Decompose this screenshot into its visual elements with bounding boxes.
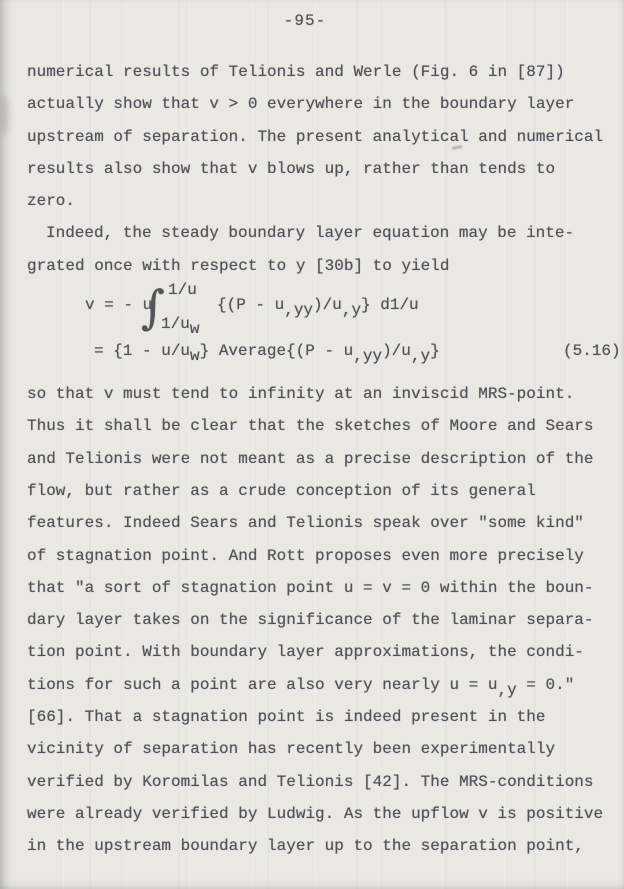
text: of stagnation point. And Rott proposes even more precisely (27, 546, 584, 565)
text: tion point. With boundary layer approximations, the condi- (27, 643, 584, 662)
text-line (27, 572, 612, 604)
text: were already verified by Ludwig. As the upflow v is positive (27, 804, 604, 823)
equation-second-line (94, 342, 440, 366)
text-line (27, 410, 612, 442)
text-line (27, 733, 612, 765)
text: verified by Koromilas and Telionis [42]. The MRS-conditions (27, 772, 594, 791)
subscript: ,yy (284, 301, 314, 320)
text: } (430, 342, 440, 361)
text-line (27, 475, 612, 507)
text-line (27, 185, 612, 217)
text: that "a sort of stagnation point u = v = 0 within the boun- (27, 578, 594, 597)
text: {(P - u (217, 296, 285, 315)
text-line (27, 604, 612, 636)
equation-integrand (217, 296, 419, 320)
text-line (27, 121, 612, 153)
text: results also show that v blows up, rather than tends to (27, 159, 556, 178)
subscript: ,yy (353, 347, 383, 366)
text-line-paragraph-start (27, 217, 612, 249)
text: )/u (313, 296, 342, 315)
text: upstream of separation. The present analytical and numerical (27, 127, 604, 146)
text: numerical results of Telionis and Werle (Fig. 6 in [87]) (27, 63, 565, 81)
page-number: -95- (283, 12, 327, 30)
text-line (27, 378, 612, 410)
equation-5-16 (27, 280, 621, 378)
text: 1/u (161, 315, 190, 334)
text-line (27, 443, 612, 475)
text: zero. (27, 192, 76, 211)
text: actually show that v > 0 everywhere in the boundary layer (27, 95, 575, 114)
scan-smudge (1, 94, 8, 136)
integral-sign: ∫ (141, 280, 165, 335)
subscript: ,y (497, 681, 517, 700)
text: } Average{(P - u (199, 342, 354, 361)
text: = {1 - u/u (94, 342, 191, 361)
subscript: w (190, 347, 200, 366)
text: } d1/u (361, 296, 419, 315)
subscript: w (189, 320, 200, 339)
text-line (27, 88, 612, 120)
equation-lhs: v = - u (85, 296, 153, 315)
text: Thus it shall be clear that the sketches of Moore and Sears (27, 417, 594, 436)
text: Indeed, the steady boundary layer equation may be inte- (46, 224, 575, 243)
text: flow, but rather as a crude conception of its general (27, 481, 536, 500)
document-body (27, 56, 621, 863)
text: features. Indeed Sears and Telionis speak over "some kind" (27, 514, 584, 533)
text: [66]. That a stagnation point is indeed present in the (27, 708, 546, 727)
text-line (27, 766, 612, 798)
text: in the upstream boundary layer up to the separation point, (27, 837, 584, 856)
subscript: ,y (410, 347, 431, 366)
text: grated once with respect to y [30b] to yield (27, 256, 450, 275)
text-line (27, 250, 612, 282)
text-line (27, 56, 612, 88)
equation-number: (5.16) (563, 342, 621, 361)
text: and Telionis were not meant as a precise description of the (27, 449, 594, 468)
subscript: ,y (341, 301, 362, 320)
text: dary layer takes on the significance of the laminar separa- (27, 611, 594, 630)
text: tions for such a point are also very nearly u = u (27, 675, 498, 694)
text-line (27, 540, 612, 572)
text-line (27, 636, 612, 668)
text: = 0." (516, 675, 575, 694)
text-line (27, 830, 612, 862)
text-line (27, 153, 612, 185)
text-line (27, 798, 612, 830)
text-line-with-subscript (27, 669, 612, 701)
text-line (27, 507, 612, 539)
text: vicinity of separation has recently been experimentally (27, 740, 556, 759)
text-line (27, 701, 612, 733)
text: )/u (382, 342, 411, 361)
integral-lower-limit (161, 315, 200, 339)
integral-upper-limit: 1/u (168, 281, 197, 300)
text: so that v must tend to infinity at an inviscid MRS-point. (27, 385, 575, 404)
